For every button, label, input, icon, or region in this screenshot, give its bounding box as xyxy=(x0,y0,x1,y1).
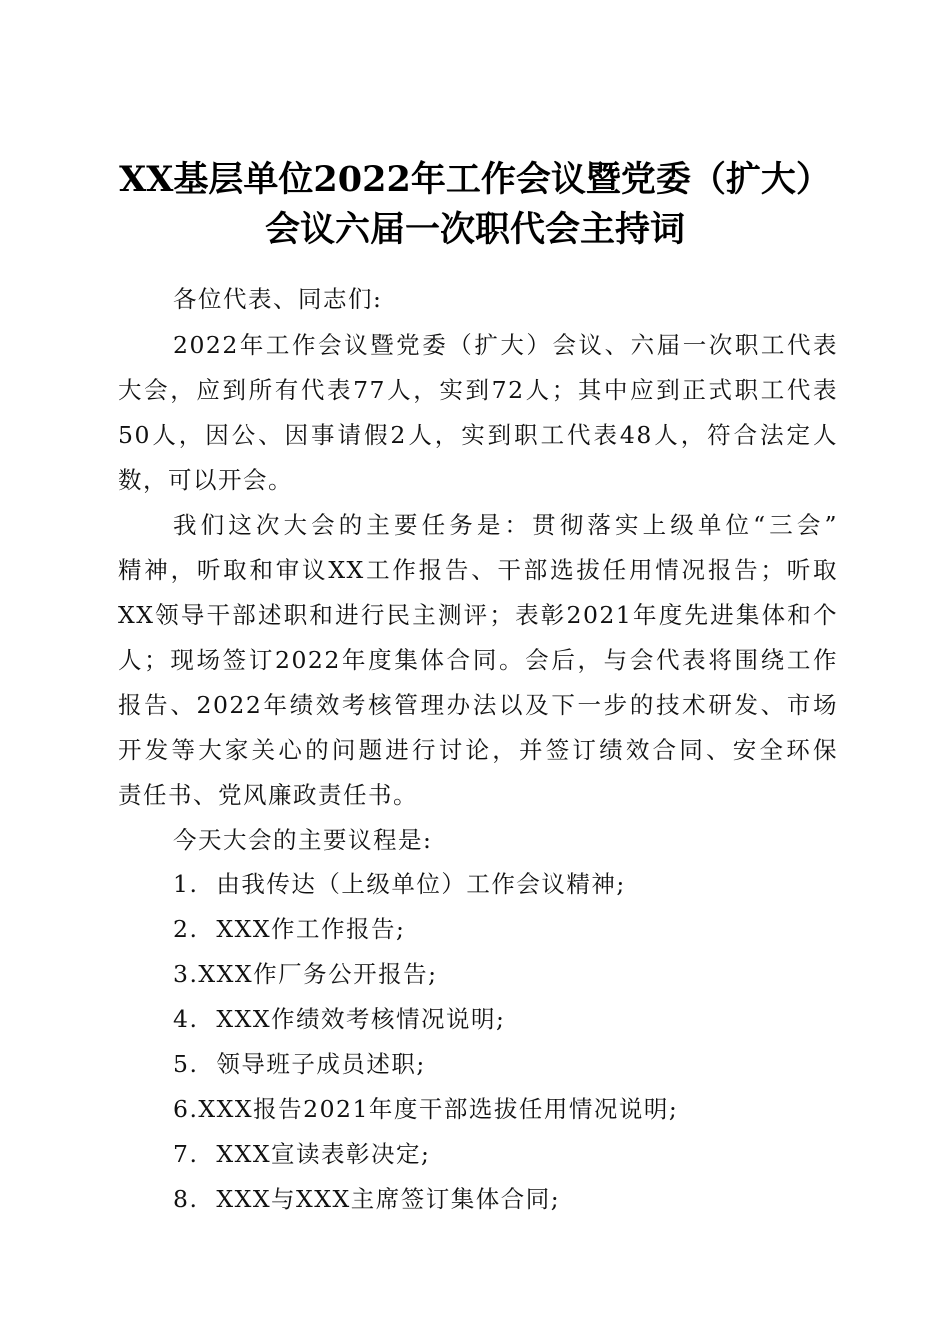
paragraph-2-line-4: 人；现场签订2022年度集体合同。会后，与会代表将围绕工作 xyxy=(118,646,838,674)
paragraph-2-line-2: 精神，听取和审议XX工作报告、干部选拔任用情况报告；听取 xyxy=(118,556,838,584)
document-title-line-2: 会议六届一次职代会主持词 xyxy=(264,209,685,250)
paragraph-1-line-1: 2022年工作会议暨党委（扩大）会议、六届一次职工代表 xyxy=(173,331,838,359)
agenda-item-3: 3.XXX作厂务公开报告; xyxy=(173,960,438,988)
agenda-intro: 今天大会的主要议程是: xyxy=(173,826,433,854)
paragraph-1-line-3: 50人，因公、因事请假2人，实到职工代表48人，符合法定人 xyxy=(118,421,838,449)
paragraph-1-line-2: 大会，应到所有代表77人，实到72人；其中应到正式职工代表 xyxy=(118,376,838,404)
agenda-item-4: 4. XXX作绩效考核情况说明; xyxy=(173,1005,506,1033)
agenda-item-8: 8. XXX与XXX主席签订集体合同; xyxy=(173,1185,561,1213)
salutation: 各位代表、同志们: xyxy=(173,285,383,313)
agenda-item-7: 7. XXX宣读表彰决定; xyxy=(173,1140,431,1168)
agenda-item-5: 5. 领导班子成员述职; xyxy=(173,1050,426,1078)
paragraph-2-line-7: 责任书、党风廉政责任书。 xyxy=(118,781,418,809)
paragraph-2-line-5: 报告、2022年绩效考核管理办法以及下一步的技术研发、市场 xyxy=(118,691,838,719)
document-title-line-1: XX基层单位2022年工作会议暨党委（扩大） xyxy=(119,159,831,200)
paragraph-1-line-4: 数，可以开会。 xyxy=(118,466,293,494)
agenda-item-1: 1. 由我传达（上级单位）工作会议精神; xyxy=(173,870,626,898)
paragraph-2-line-3: XX领导干部述职和进行民主测评；表彰2021年度先进集体和个 xyxy=(118,601,838,629)
paragraph-2-line-1: 我们这次大会的主要任务是：贯彻落实上级单位“三会” xyxy=(173,511,838,539)
agenda-item-2: 2. XXX作工作报告; xyxy=(173,915,406,943)
agenda-item-6: 6.XXX报告2021年度干部选拔任用情况说明; xyxy=(173,1095,679,1123)
paragraph-2-line-6: 开发等大家关心的问题进行讨论，并签订绩效合同、安全环保 xyxy=(118,736,838,764)
